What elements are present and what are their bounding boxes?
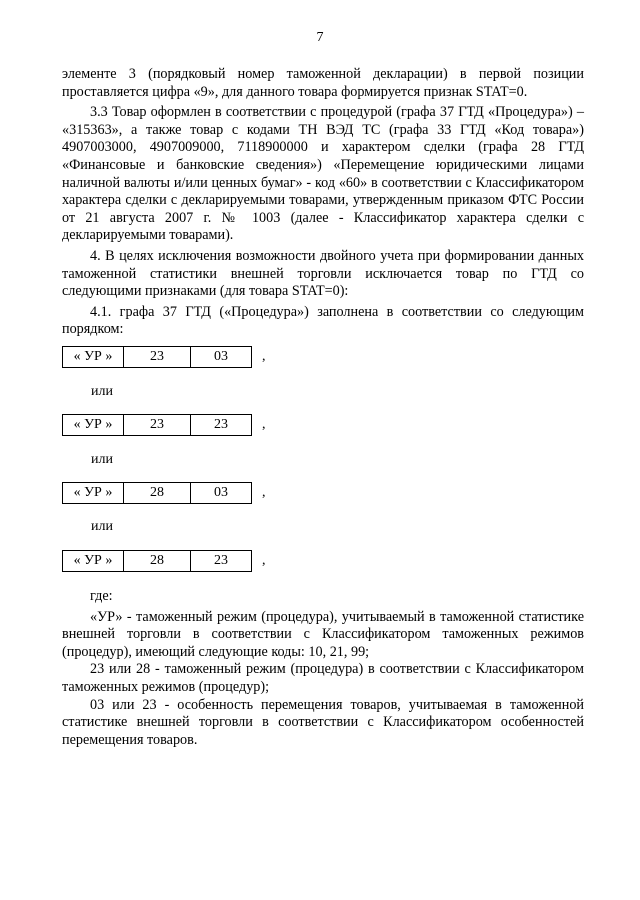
- page-number: 7: [316, 30, 324, 45]
- code-box: [62, 550, 252, 572]
- paragraph-3-3: 3.3 Товар оформлен в соответствии с процедурой (графа 37 ГТД «Процедура») – «315363», а также товар с кодами ТН ВЭД ТС (графа 33 ГТД «Код товара») 4907003000, 4907009000, 7118900000 и характером сделки (графа 28 ГТД «Финансовые и банковские сведения») «Перемещение юридическими лицами наличной валюты и/или ценных бумаг» - код «60» в соответствии с Классификатором характера сделки с декларируемыми товарами, утвержденным приказом ФТС России от 21 августа 2007 г. № 1003 (далее - Классификатор характера сделки с декларируемыми товарами).: [62, 104, 584, 244]
- code-feature: 03: [214, 349, 228, 364]
- code-regime: « УР »: [63, 483, 124, 503]
- code-box-row: [62, 482, 266, 504]
- definition-ur: «УР» - таможенный режим (процедура), учитываемый в таможенной статистике внешней торговли в соответствии с Классификатором таможенных режимов (процедур), имеющий следующие коды: 10, 21, 99;: [62, 608, 584, 660]
- code-box-row: [62, 550, 266, 572]
- paragraph-continuation: элементе 3 (порядковый номер таможенной декларации) в первой позиции проставляется цифра «9», для данного товара формируется признак STAT=0.: [62, 66, 584, 100]
- code-procedure: 23: [124, 415, 191, 435]
- code-procedure: 28: [124, 551, 191, 571]
- or-label: или: [91, 384, 113, 399]
- code-box: [62, 414, 252, 436]
- definition-feature: 03 или 23 - особенность перемещения товаров, учитываемая в таможенной статистике внешней торговли в соответствии с Классификатором особенностей перемещения товаров.: [62, 696, 584, 748]
- where-label: где:: [90, 588, 113, 604]
- separator-comma: ,: [262, 485, 266, 500]
- code-regime: « УР »: [63, 347, 124, 367]
- code-regime: « УР »: [63, 551, 124, 571]
- separator-comma: ,: [262, 553, 266, 568]
- code-box: [62, 346, 252, 368]
- code-procedure: 28: [124, 483, 191, 503]
- or-label: или: [91, 452, 113, 467]
- code-procedure: 23: [124, 347, 191, 367]
- code-feature: 23: [214, 417, 228, 432]
- or-label: или: [91, 519, 113, 534]
- separator-comma: ,: [262, 349, 266, 364]
- paragraph-4-1: 4.1. графа 37 ГТД («Процедура») заполнена в соответствии со следующим порядком:: [62, 303, 584, 338]
- code-feature: 03: [214, 485, 228, 500]
- separator-comma: ,: [262, 417, 266, 432]
- code-box-row: [62, 346, 266, 368]
- body-text-top: [62, 66, 584, 339]
- code-box: [62, 482, 252, 504]
- definitions-section: [62, 588, 584, 749]
- paragraph-4: 4. В целях исключения возможности двойного учета при формировании данных таможенной статистики внешней торговли исключается товар по ГТД со следующими признаками (для товара STAT=0):: [62, 247, 584, 300]
- code-regime: « УР »: [63, 415, 124, 435]
- code-feature: 23: [214, 553, 228, 568]
- code-box-row: [62, 414, 266, 436]
- definition-procedure: 23 или 28 - таможенный режим (процедура) в соответствии с Классификатором таможенных режимов (процедур);: [62, 661, 584, 695]
